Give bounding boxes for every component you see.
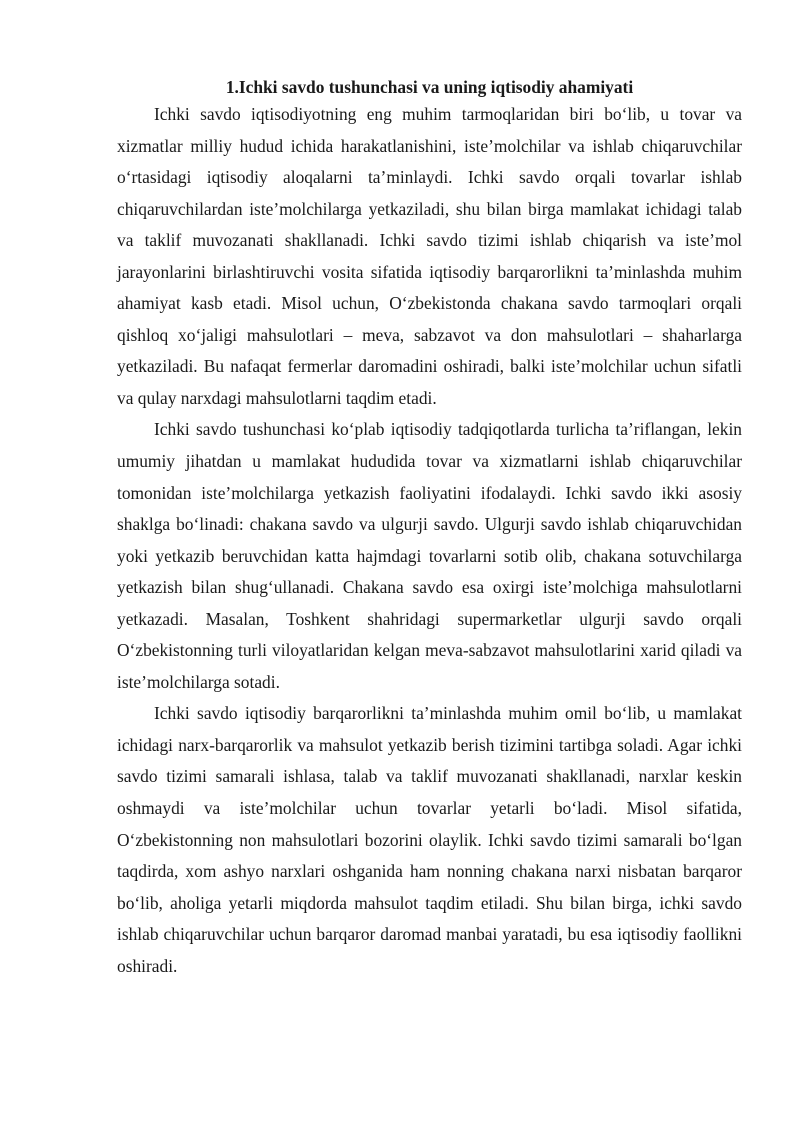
paragraph-3: Ichki savdo iqtisodiy barqarorlikni ta’minlashda muhim omil bo‘lib, u mamlakat ichidagi narx-barqarorlik va mahsulot yetkazib berish tizimini tartibga soladi. Agar ichki savdo tizimi samarali ishlasa, talab va taklif muvozanati shakllanadi, narxlar keskin oshmaydi va iste’molchilar uchun tovarlar yetarli bo‘ladi. Misol sifatida, O‘zbekistonning non mahsulotlari bozorini olaylik. Ichki savdo tizimi samarali bo‘lgan taqdirda, xom ashyo narxlari oshganida ham nonning chakana narxi nisbatan barqaror bo‘lib, aholiga yetarli miqdorda mahsulot taqdim etiladi. Shu bilan birga, ichki savdo ishlab chiqaruvchilar uchun barqaror daromad manbai yaratadi, bu esa iqtisodiy faollikni oshiradi. bbox=[117, 703, 742, 976]
document-body bbox=[117, 73, 742, 982]
section-title: 1.Ichki savdo tushunchasi va uning iqtisodiy ahamiyati bbox=[225, 77, 634, 97]
paragraph-2: Ichki savdo tushunchasi ko‘plab iqtisodiy tadqiqotlarda turlicha ta’riflangan, lekin umumiy jihatdan u mamlakat hududida tovar va xizmatlarni ishlab chiqaruvchilar tomonidan iste’molchilarga yetkazish faoliyatini ifodalaydi. Ichki savdo ikki asosiy shaklga bo‘linadi: chakana savdo va ulgurji savdo. Ulgurji savdo ishlab chiqaruvchidan yoki yetkazib beruvchidan katta hajmdagi tovarlarni sotib olib, chakana sotuvchilarga yetkazish bilan shug‘ullanadi. Chakana savdo esa oxirgi iste’molchiga mahsulotlarni yetkazadi. Masalan, Toshkent shahridagi supermarketlar ulgurji savdo orqali O‘zbekistonning turli viloyatlaridan kelgan meva-sabzavot mahsulotlarini xarid qiladi va iste’molchilarga sotadi. bbox=[117, 419, 742, 692]
paragraph-1: Ichki savdo iqtisodiyotning eng muhim tarmoqlaridan biri bo‘lib, u tovar va xizmatlar milliy hudud ichida harakatlanishini, iste’molchilar va ishlab chiqaruvchilar o‘rtasidagi iqtisodiy aloqalarni ta’minlaydi. Ichki savdo orqali tovarlar ishlab chiqaruvchilardan iste’molchilarga yetkaziladi, shu bilan birga mamlakat ichidagi talab va taklif muvozanati shakllanadi. Ichki savdo tizimi ishlab chiqarish va iste’mol jarayonlarini birlashtiruvchi vosita sifatida iqtisodiy barqarorlikni ta’minlashda muhim ahamiyat kasb etadi. Misol uchun, O‘zbekistonda chakana savdo tarmoqlari orqali qishloq xo‘jaligi mahsulotlari – meva, sabzavot va don mahsulotlari – shaharlarga yetkaziladi. Bu nafaqat fermerlar daromadini oshiradi, balki iste’molchilar uchun sifatli va qulay narxdagi mahsulotlarni taqdim etadi. bbox=[117, 104, 742, 408]
